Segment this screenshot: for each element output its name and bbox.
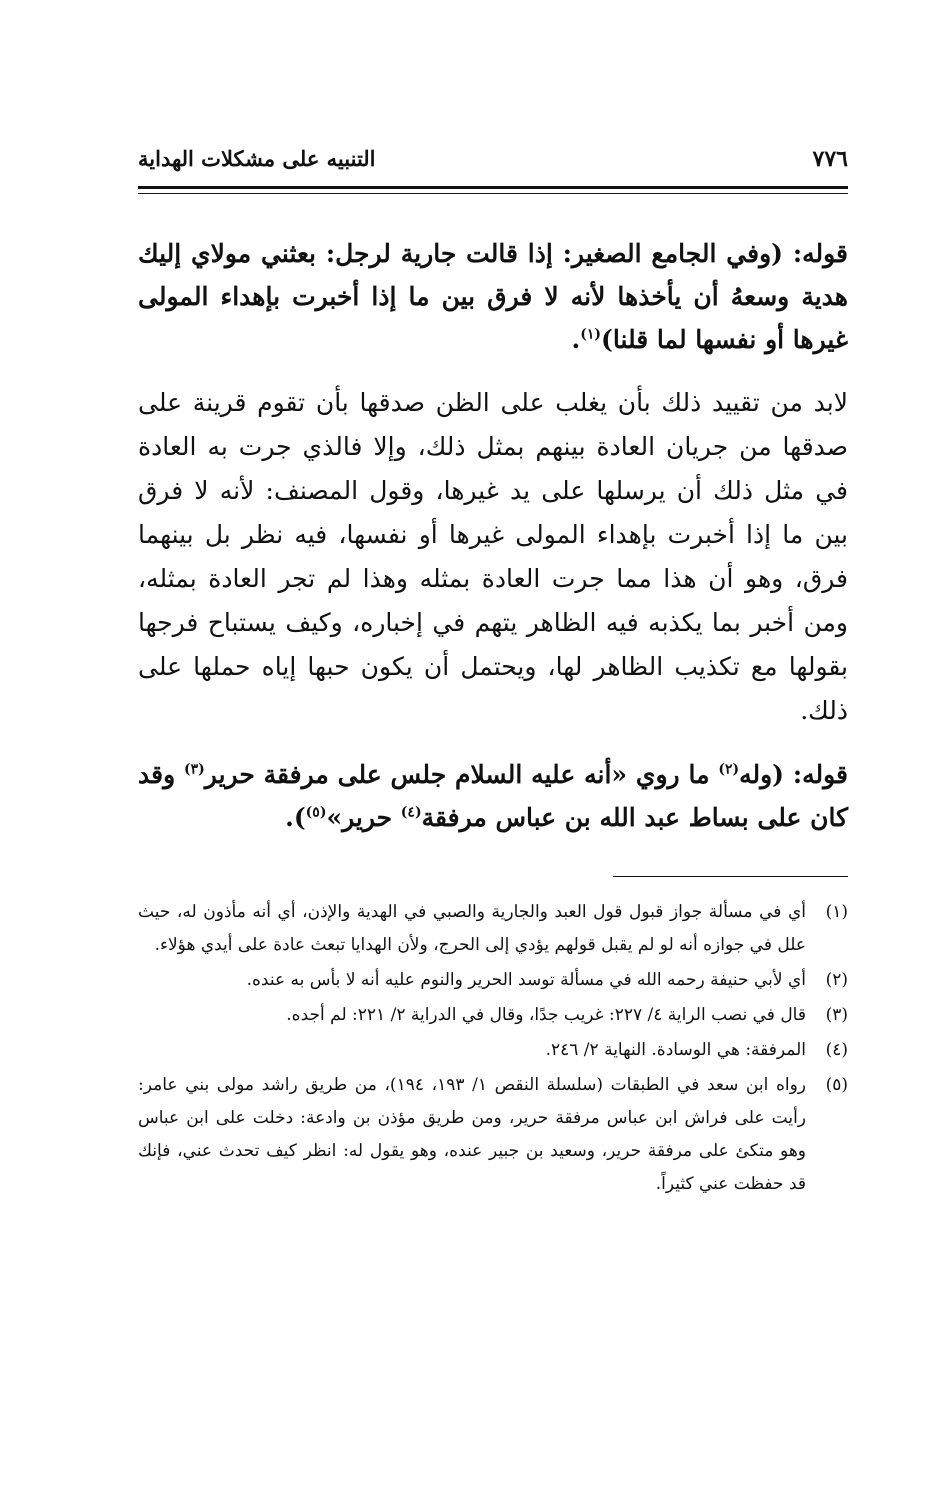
quote-text: حرير» [326, 803, 401, 832]
footnote-number: (٣) [825, 1005, 848, 1025]
footnote-item [138, 964, 848, 997]
book-title: التنبيه على مشكلات الهداية [138, 146, 376, 171]
running-header [138, 140, 848, 180]
quote-paragraph-2 [138, 753, 848, 839]
footnote-text: أي في مسألة جواز قبول قول العبد والجارية والصبي في الهدية والإذن، أي أنه مأذون له، حيث علل في جوازه أنه لو لم يقبل قولهم يؤدي إلى الحرج، ولأن الهدايا تبعث عادة على أيدي هؤلاء. [138, 902, 806, 955]
footnote-item [138, 896, 848, 962]
footnote-item [138, 1034, 848, 1067]
footnote-item [138, 1069, 848, 1201]
footnote-text: قال في نصب الراية ٤/ ٢٢٧: غريب جدًا، وقال في الدراية ٢/ ٢٢١: لم أجده. [286, 1005, 806, 1025]
quote-text: قوله: (وفي الجامع الصغير: إذا قالت جارية لرجل: بعثني مولاي إليك هدية وسعهُ أن يأخذها لأنه لا فرق بين ما إذا أخبرت بإهداء المولى غيرها أو نفسها لما قلنا) [138, 239, 848, 354]
footnote-text: المرفقة: هي الوسادة. النهاية ٢/ ٢٤٦. [545, 1040, 806, 1060]
quote-tail: . [571, 325, 581, 354]
footnote-number: (٢) [825, 970, 848, 990]
footnote-text: رواه ابن سعد في الطبقات (سلسلة النقص ١/ ١٩٣، ١٩٤)، من طريق راشد مولى بني عامر: رأيت على فراش ابن عباس مرفقة حرير، ومن طريق مؤذن بن وادعة: دخلت على ابن عباس وهو متكئ على مرفقة حرير، وسعيد بن جبير عنده، وهو يقول له: انظر كيف تحدث عني، فإنك قد حفظت عني كثيراً. [138, 1075, 806, 1194]
quote-text: قوله: (وله [739, 760, 848, 789]
footnote-ref[interactable]: (٤) [400, 804, 422, 821]
footnotes [138, 896, 848, 1203]
footnote-ref[interactable]: (٢) [718, 761, 740, 778]
footnote-ref[interactable]: (٥) [305, 804, 327, 821]
main-text [138, 232, 848, 859]
footnote-number: (٤) [825, 1040, 848, 1060]
footnote-item [138, 999, 848, 1032]
footnote-text: أي لأبي حنيفة رحمه الله في مسألة توسد الحرير والنوم عليه أنه لا بأس به عنده. [246, 970, 806, 990]
quote-text: وقد كان على بساط عبد الله بن عباس مرفقة [138, 760, 848, 832]
footnote-ref[interactable]: (١) [580, 326, 601, 343]
header-rule-thick [138, 186, 848, 189]
page-number: ٧٧٦ [812, 146, 848, 172]
quote-paragraph-1 [138, 232, 848, 361]
footnote-number: (١) [825, 902, 848, 922]
commentary-paragraph: لابد من تقييد ذلك بأن يغلب على الظن صدقها بأن تقوم قرينة على صدقها من جريان العادة بينهم بمثل ذلك، وإلا فالذي جرت به العادة في مثل ذلك أن يرسلها على يد غيرها، وقول المصنف: لأنه لا فرق بين ما إذا أخبرت بإهداء المولى غيرها أو نفسها، فيه نظر بل بينهما فرق، وهو أن هذا مما جرت العادة بمثله وهذا لم تجر العادة بمثله، ومن أخبر بما يكذبه فيه الظاهر يتهم في إخباره، وكيف يستباح فرجها بقولها مع تكذيب الظاهر لها، ويحتمل أن يكون حبها إياه حملها على ذلك. [138, 388, 848, 725]
footnote-ref[interactable]: (٣) [184, 761, 205, 778]
footnote-number: (٥) [825, 1075, 848, 1095]
quote-tail: ). [285, 803, 306, 832]
quote-text: ما روي «أنه عليه السلام جلس على مرفقة حرير [204, 760, 719, 789]
header-rule-thin [138, 193, 848, 194]
footnote-separator [613, 876, 848, 877]
